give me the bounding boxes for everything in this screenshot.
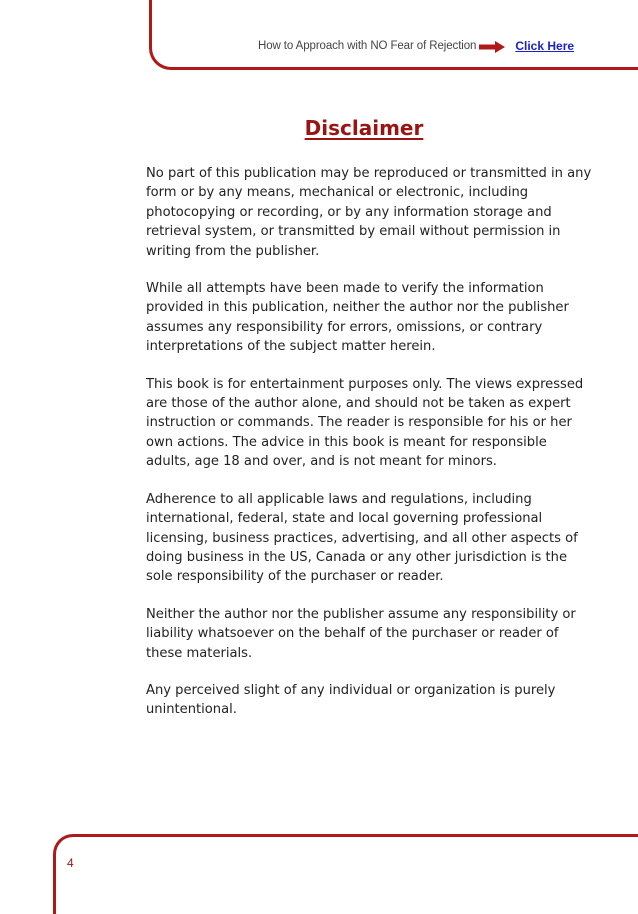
paragraph: Neither the author nor the publisher assume any responsibility or liability whatsoever on the behalf of the purchaser or reader of these materials. [146,606,576,661]
paragraph: Any perceived slight of any individual or organization is purely unintentional. [146,682,556,718]
paragraph: This book is for entertainment purposes only. The views expressed are those of the author alone, and should not be taken as expert instruction or commands. The reader is responsible for his or her own actions. The advice in this book is meant for responsible adults, age 18 and over, and is not meant for minors. [146,376,584,470]
paragraph: Adherence to all applicable laws and regulations, including international, federal, state and local governing professional licensing, business practices, advertising, and all other aspects of doing business in the US, Canada or any other jurisdiction is the sole responsibility of the purchaser or reader. [146,491,578,585]
page-title: Disclaimer [304,116,424,140]
click-here-link[interactable]: Click Here [515,39,575,53]
top-frame-decoration [149,0,638,70]
bottom-frame-decoration [53,834,638,914]
paragraph: While all attempts have been made to verify the information provided in this publication, neither the author nor the publisher assumes any responsibility for errors, omissions, or contrary interpretations of the subject matter herein. [146,281,569,355]
disclaimer-body [146,164,592,738]
paragraph: No part of this publication may be reproduced or transmitted in any form or by any means, mechanical or electronic, including photocopying or recording, or by any information storage and retrieval system, or transmitted by email without permission in writing from the publisher. [146,166,592,259]
arrow-right-icon [479,40,505,52]
header-text: How to Approach with NO Fear of Rejection [258,40,477,52]
header-bar [258,36,574,56]
page-number: 4 [67,856,74,870]
